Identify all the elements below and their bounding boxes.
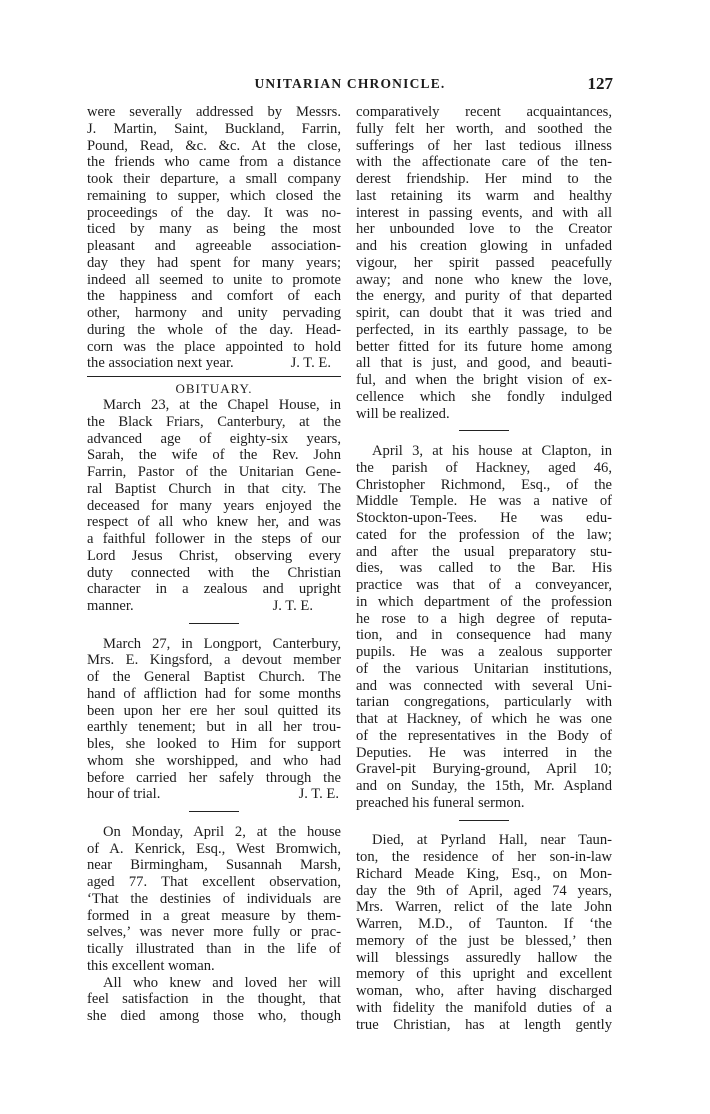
text-line: formed in a great measure by them- bbox=[87, 907, 341, 924]
text-line: Pound, Read, &c. &c. At the close, bbox=[87, 137, 341, 154]
text-line: dies, was called to the Bar. His bbox=[356, 560, 612, 577]
text-line: in which department of the profession bbox=[356, 593, 612, 610]
text-line: deceased for many years enjoyed the bbox=[87, 497, 341, 514]
text-line: J. Martin, Saint, Buckland, Farrin, bbox=[87, 120, 341, 137]
obituary-richmond bbox=[356, 443, 612, 812]
text-line: cated for the profession of the law; bbox=[356, 526, 612, 543]
text-line: Warren, M.D., of Taunton. If ‘the bbox=[356, 916, 612, 932]
text-line: her unbounded love to the Creator bbox=[356, 221, 612, 238]
text-line: true Christian, has at length gently bbox=[356, 1016, 612, 1033]
text-line: and his creation glowing in unfaded bbox=[356, 238, 612, 254]
text-line: advanced age of eighty-six years, bbox=[87, 430, 341, 447]
text-line: will be realized. bbox=[356, 405, 450, 422]
text-line: been upon her ere her soul quitted its bbox=[87, 702, 341, 719]
obituary-marsh bbox=[87, 824, 341, 1025]
obituary-heading: OBITUARY. bbox=[175, 381, 253, 397]
text-line: will blessings assuredly hallow the bbox=[356, 949, 612, 966]
text-line: other, harmony and unity pervading bbox=[87, 305, 341, 321]
text-line: pupils. He was a zealous supporter bbox=[356, 644, 612, 660]
text-line: memory of this upright and excellent bbox=[356, 966, 612, 983]
text-line: whom she worshipped, and who had bbox=[87, 752, 341, 769]
text-fragment: manner. bbox=[87, 598, 134, 615]
text-line: with fidelity the manifold duties of a bbox=[356, 999, 612, 1016]
text-line: remaining to supper, which closed the bbox=[87, 187, 341, 204]
text-line: Farrin, Pastor of the Unitarian Gene- bbox=[87, 464, 341, 481]
obituary-kingsford bbox=[87, 636, 341, 804]
text-fragment: hour of trial. bbox=[87, 786, 161, 803]
text-line: ral Baptist Church in that city. The bbox=[87, 480, 341, 497]
text-line: ton, the residence of her son-in-law bbox=[356, 849, 612, 865]
text-line: hand of affliction had for some months bbox=[87, 685, 341, 702]
signature: J. T. E. bbox=[298, 786, 339, 803]
text-line: before carried her safely through the bbox=[87, 769, 341, 786]
text-line: the friends who came from a distance bbox=[87, 154, 341, 171]
section-rule bbox=[87, 372, 341, 380]
text-line: of the representatives in the Body of bbox=[356, 727, 612, 744]
page-number: 127 bbox=[587, 74, 613, 93]
signature: J. T. E. bbox=[290, 355, 331, 372]
text-line: she died among those who, though bbox=[87, 1008, 341, 1025]
text-line: the happiness and comfort of each bbox=[87, 288, 341, 305]
text-line: and on Sunday, the 15th, Mr. Aspland bbox=[356, 778, 612, 794]
text-line: tically illustrated than in the life of bbox=[87, 941, 341, 958]
left-column bbox=[87, 104, 341, 1025]
text-line: near Birmingham, Susannah Marsh, bbox=[87, 857, 341, 874]
text-line: respect of all who knew her, and was bbox=[87, 514, 341, 531]
separator-rule bbox=[87, 803, 341, 820]
running-head bbox=[87, 74, 613, 94]
text-line: Died, at Pyrland Hall, near Taun- bbox=[372, 832, 612, 849]
separator-rule bbox=[87, 615, 341, 632]
text-line: woman, who, after having discharged bbox=[356, 983, 612, 999]
text-line: indeed all seemed to unite to promote bbox=[87, 271, 341, 288]
text-line: the energy, and purity of that departed bbox=[356, 288, 612, 305]
text-line: ‘That the destinies of individuals are bbox=[87, 890, 341, 907]
text-line bbox=[87, 355, 341, 372]
text-line: Richard Meade King, Esq., on Mon- bbox=[356, 865, 612, 882]
text-line: Christopher Richmond, Esq., of the bbox=[356, 476, 612, 493]
text-line: perfected, in its earthly passage, to be bbox=[356, 321, 612, 338]
text-line: took their departure, a small company bbox=[87, 171, 341, 187]
obituary-farrin bbox=[87, 397, 341, 615]
text-line: bles, she looked to Him for support bbox=[87, 736, 341, 753]
text-line: derest friendship. Her mind to the bbox=[356, 171, 612, 187]
text-line: away; and none who knew the love, bbox=[356, 271, 612, 288]
text-line: selves,’ was never more fully or prac- bbox=[87, 924, 341, 941]
text-line: of the various Unitarian institutions, bbox=[356, 660, 612, 677]
text-line: Mrs. Warren, relict of the late John bbox=[356, 899, 612, 916]
text-line: last retaining its warm and healthy bbox=[356, 187, 612, 204]
association-report-paragraph bbox=[87, 104, 341, 372]
text-line: feel satisfaction in the thought, that bbox=[87, 991, 341, 1008]
text-line: Middle Temple. He was a native of bbox=[356, 493, 612, 510]
text-line: corn was the place appointed to hold bbox=[87, 338, 341, 355]
text-line: duty connected with the Christian bbox=[87, 564, 341, 581]
text-line: and was connected with several Uni- bbox=[356, 677, 612, 694]
text-line: Sarah, the wife of the Rev. John bbox=[87, 447, 341, 464]
text-line: pleasant and agreeable association- bbox=[87, 238, 341, 254]
text-line: April 3, at his house at Clapton, in bbox=[372, 443, 612, 459]
text-line: preached his funeral sermon. bbox=[356, 794, 525, 811]
text-line: during the whole of the day. Head- bbox=[87, 321, 341, 338]
text-line: the Black Friars, Canterbury, at the bbox=[87, 413, 341, 430]
text-line: he rose to a high degree of reputa- bbox=[356, 610, 612, 627]
text-line: aged 77. That excellent observation, bbox=[87, 874, 341, 891]
obituary-marsh-continued bbox=[356, 104, 612, 422]
text-line: were severally addressed by Messrs. bbox=[87, 104, 341, 120]
text-line: ful, and when the bright vision of ex- bbox=[356, 372, 612, 388]
separator-rule bbox=[356, 422, 612, 439]
separator-rule bbox=[356, 812, 612, 829]
text-line: a faithful follower in the steps of our bbox=[87, 531, 341, 548]
text-line: tarian congregations, particularly with bbox=[356, 694, 612, 711]
text-line: On Monday, April 2, at the house bbox=[103, 823, 341, 840]
text-line: of the General Baptist Church. The bbox=[87, 669, 341, 686]
text-line: of A. Kenrick, Esq., West Bromwich, bbox=[87, 840, 341, 857]
text-line bbox=[87, 598, 341, 615]
text-line: March 27, in Longport, Canterbury, bbox=[103, 635, 341, 652]
text-line: character in a zealous and upright bbox=[87, 581, 341, 598]
journal-title: UNITARIAN CHRONICLE. bbox=[254, 76, 446, 91]
text-line: and after the usual preparatory stu- bbox=[356, 543, 612, 560]
text-line: interest in passing events, and with all bbox=[356, 204, 612, 221]
text-line: vigour, her spirit passed peacefully bbox=[356, 254, 612, 271]
text-line bbox=[87, 786, 341, 803]
right-column bbox=[356, 104, 612, 1033]
text-line: fully felt her worth, and soothed the bbox=[356, 120, 612, 137]
text-line: March 23, at the Chapel House, in bbox=[103, 397, 341, 414]
text-line: comparatively recent acquaintances, bbox=[356, 104, 612, 120]
text-line: Gravel-pit Burying-ground, April 10; bbox=[356, 761, 612, 778]
text-line: earthly tenement; but in all her trou- bbox=[87, 719, 341, 736]
text-line: day the 9th of April, aged 74 years, bbox=[356, 882, 612, 899]
text-line: Stockton-upon-Tees. He was edu- bbox=[356, 510, 612, 526]
text-line: ticed by many as being the most bbox=[87, 221, 341, 238]
signature: J. T. E. bbox=[272, 598, 313, 615]
text-line: the parish of Hackney, aged 46, bbox=[356, 459, 612, 476]
text-line: spirit, can doubt that it was tried and bbox=[356, 305, 612, 321]
text-line: with the affectionate care of the ten- bbox=[356, 154, 612, 171]
text-line: Lord Jesus Christ, observing every bbox=[87, 547, 341, 564]
text-line: this excellent woman. bbox=[87, 957, 215, 974]
text-line: day they had spent for many years; bbox=[87, 254, 341, 271]
text-line: tion, and in consequence had many bbox=[356, 627, 612, 644]
text-fragment: the association next year. bbox=[87, 355, 234, 372]
text-line: cellence which she fondly indulged bbox=[356, 388, 612, 405]
text-line: that at Hackney, of which he was one bbox=[356, 711, 612, 727]
obituary-warren bbox=[356, 832, 612, 1033]
text-line: Mrs. E. Kingsford, a devout member bbox=[87, 652, 341, 669]
text-line: all that is just, and good, and beauti- bbox=[356, 355, 612, 372]
text-line: memory of the just be blessed,’ then bbox=[356, 932, 612, 949]
text-line: better fitted for its future home among bbox=[356, 338, 612, 355]
text-line: Deputies. He was interred in the bbox=[356, 744, 612, 761]
text-line: practice was that of a conveyancer, bbox=[356, 577, 612, 593]
text-line: All who knew and loved her will bbox=[103, 974, 341, 991]
text-line: proceedings of the day. It was no- bbox=[87, 204, 341, 221]
text-line: sufferings of her last tedious illness bbox=[356, 137, 612, 154]
